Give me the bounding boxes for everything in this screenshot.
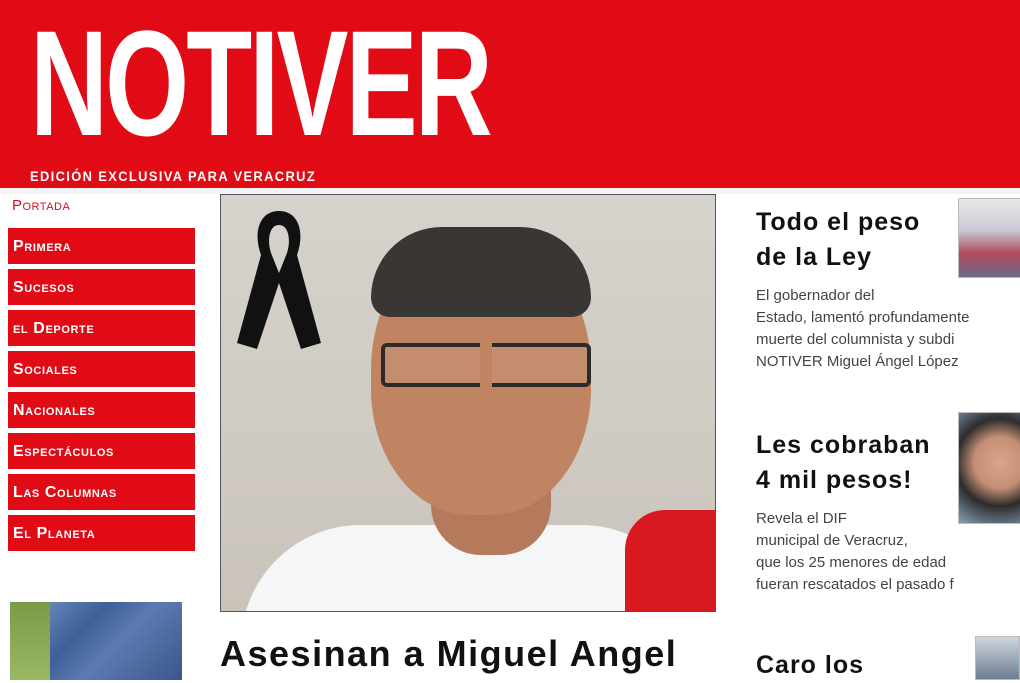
summary-line: El gobernador del xyxy=(756,287,875,304)
story-thumbnail-image[interactable] xyxy=(958,198,1020,278)
story-thumbnail-image[interactable] xyxy=(958,412,1020,524)
nav-item-sociales[interactable]: Sociales xyxy=(8,351,195,387)
nav-item-sucesos[interactable]: Sucesos xyxy=(8,269,195,305)
story-title-line[interactable]: de la Ley xyxy=(756,243,872,271)
story-title-line[interactable]: Todo el peso xyxy=(756,208,921,236)
summary-line: que los 25 menores de edad xyxy=(756,554,947,571)
nav-item-columnas[interactable]: Las Columnas xyxy=(8,474,195,510)
nav-item-deporte[interactable]: el Deporte xyxy=(8,310,195,346)
site-logo[interactable]: NOTIVER xyxy=(30,0,490,167)
summary-line: fueran rescatados el pasado f xyxy=(756,576,954,593)
story-title-line[interactable]: Caro los xyxy=(756,651,865,679)
summary-line: Estado, lamentó profundamente xyxy=(756,309,970,326)
masthead xyxy=(0,0,1020,188)
story-title-line[interactable]: Les cobraban xyxy=(756,431,931,459)
summary-line: Revela el DIF xyxy=(756,510,847,527)
section-nav xyxy=(8,228,195,556)
story-thumbnail-image[interactable] xyxy=(975,636,1020,680)
nav-item-nacionales[interactable]: Nacionales xyxy=(8,392,195,428)
summary-line: muerte del columnista y subdi xyxy=(756,331,955,348)
story-title-line[interactable]: 4 mil pesos! xyxy=(756,466,913,494)
photo-hair xyxy=(371,227,591,317)
black-mourning-ribbon-icon xyxy=(229,203,329,373)
left-thumbnail-image[interactable] xyxy=(10,602,182,680)
story-summary xyxy=(756,285,1020,373)
nav-item-planeta[interactable]: El Planeta xyxy=(8,515,195,551)
photo-red-jacket xyxy=(625,510,715,612)
lead-story-photo[interactable] xyxy=(220,194,716,612)
nav-item-primera[interactable]: Primera xyxy=(8,228,195,264)
photo-glasses xyxy=(381,343,591,387)
lead-story-headline[interactable]: Asesinan a Miguel Angel xyxy=(220,633,678,674)
summary-line: municipal de Veracruz, xyxy=(756,532,908,549)
site-tagline: EDICIÓN EXCLUSIVA PARA VERACRUZ xyxy=(30,168,317,184)
nav-home-link[interactable]: Portada xyxy=(12,197,71,214)
summary-line: NOTIVER Miguel Ángel López xyxy=(756,353,959,370)
nav-item-espectaculos[interactable]: Espectáculos xyxy=(8,433,195,469)
